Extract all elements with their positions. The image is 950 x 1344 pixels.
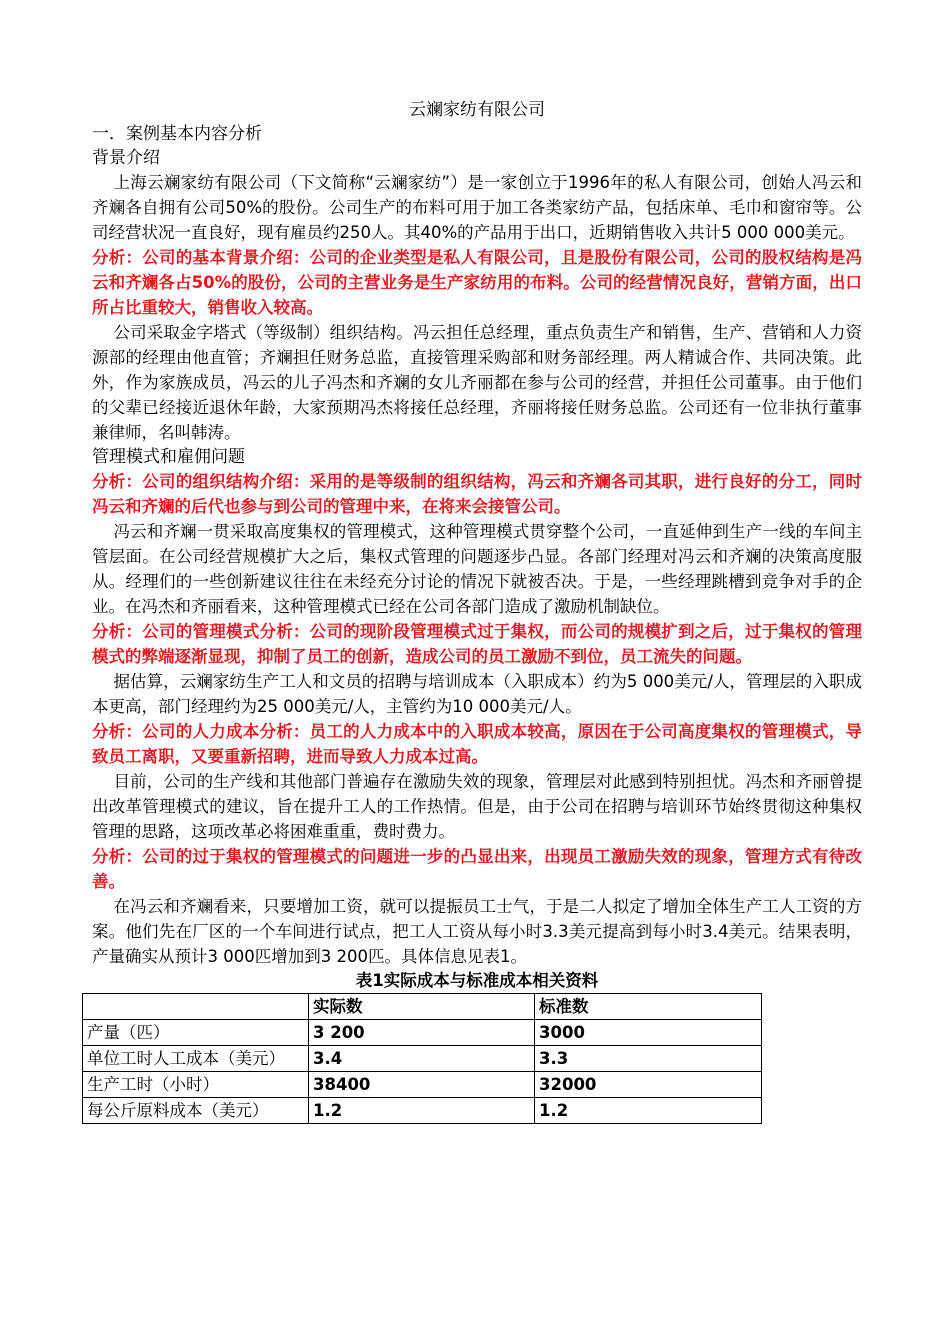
table-row [83,1072,762,1098]
table-cell: 产量（匹） [83,1020,309,1046]
table-cell: 1.2 [535,1098,762,1124]
table-cell: 32000 [535,1072,762,1098]
table-header-cell: 标准数 [535,994,762,1020]
table-caption: 表1实际成本与标准成本相关资料 [355,971,599,990]
table-cell: 3000 [535,1020,762,1046]
paragraph-5: 目前，公司的生产线和其他部门普遍存在激励失效的现象，管理层对此感到特别担忧。冯杰和齐丽曾提出改革管理模式的建议，旨在提升工人的工作热情。但是，由于公司在招聘与培训环节始终贯彻这种集权管理的思路，这项改革必将困难重重，费时费力。 [92,772,862,841]
subsection-heading-background: 背景介绍 [92,148,160,168]
table-cell: 1.2 [309,1098,535,1124]
paragraph-6: 在冯云和齐斓看来，只要增加工资，就可以提振员工士气，于是二人拟定了增加全体生产工人工资的方案。他们先在厂区的一个车间进行试点，把工人工资从每小时3.3美元提高到每小时3.4美元。结果表明，产量确实从预计3 000匹增加到3 200匹。具体信息见表1。 [92,897,862,966]
table-header-cell [83,994,309,1020]
cost-table [82,993,762,1124]
section-heading: 一．案例基本内容分析 [92,124,262,144]
document-title: 云斓家纺有限公司 [409,100,545,120]
table-row [83,1020,762,1046]
table-header-cell: 实际数 [309,994,535,1020]
table-row [83,1046,762,1072]
paragraph-2: 公司采取金字塔式（等级制）组织结构。冯云担任总经理，重点负责生产和销售，生产、营销和人力资源部的经理由他直管；齐斓担任财务总监，直接管理采购部和财务部经理。两人精诚合作、共同决策。此外，作为家族成员，冯云的儿子冯杰和齐斓的女儿齐丽都在参与公司的经营，并担任公司董事。由于他们的父辈已经接近退休年龄，大家预期冯杰将接任总经理，齐丽将接任财务总监。公司还有一位非执行董事兼律师，名叫韩涛。 [92,323,862,442]
analysis-1: 分析：公司的基本背景介绍：公司的企业类型是私人有限公司，且是股份有限公司，公司的股权结构是冯云和齐斓各占50%的股份，公司的主营业务是生产家纺用的布料。公司的经营情况良好，营销方面，出口所占比重较大，销售收入较高。 [92,248,862,317]
table-cell: 单位工时人工成本（美元） [83,1046,309,1072]
paragraph-3: 冯云和齐斓一贯采取高度集权的管理模式，这种管理模式贯穿整个公司，一直延伸到生产一线的车间主管层面。在公司经营规模扩大之后，集权式管理的问题逐步凸显。各部门经理对冯云和齐斓的决策高度服从。经理们的一些创新建议往往在未经充分讨论的情况下就被否决。于是，一些经理跳槽到竞争对手的企业。在冯杰和齐丽看来，这种管理模式已经在公司各部门造成了激励机制缺位。 [92,522,862,616]
table-row [83,1098,762,1124]
table-header-row [83,994,762,1020]
table-cell: 3 200 [309,1020,535,1046]
document-page [87,98,862,1124]
table-cell: 38400 [309,1072,535,1098]
table-cell: 3.4 [309,1046,535,1072]
analysis-5: 分析：公司的过于集权的管理模式的问题进一步的凸显出来，出现员工激励失效的现象，管理方式有待改善。 [92,847,862,891]
subsection-heading-management: 管理模式和雇佣问题 [92,447,245,467]
paragraph-1: 上海云斓家纺有限公司（下文简称“云斓家纺”）是一家创立于1996年的私人有限公司，创始人冯云和齐斓各自拥有公司50%的股份。公司生产的布料可用于加工各类家纺产品，包括床单、毛巾和窗帘等。公司经营状况一直良好，现有雇员约250人。其40%的产品用于出口，近期销售收入共计5 000 000美元。 [92,173,862,242]
analysis-2: 分析：公司的组织结构介绍：采用的是等级制的组织结构，冯云和齐斓各司其职，进行良好的分工，同时冯云和齐斓的后代也参与到公司的管理中来，在将来会接管公司。 [92,472,862,516]
paragraph-4: 据估算，云斓家纺生产工人和文员的招聘与培训成本（入职成本）约为5 000美元/人，管理层的入职成本更高，部门经理约为25 000美元/人，主管约为10 000美元/人。 [92,672,862,716]
analysis-4: 分析：公司的人力成本分析：员工的人力成本中的入职成本较高，原因在于公司高度集权的管理模式，导致员工离职，又要重新招聘，进而导致人力成本过高。 [92,722,862,766]
table-cell: 每公斤原料成本（美元） [83,1098,309,1124]
table-cell: 生产工时（小时） [83,1072,309,1098]
analysis-3: 分析：公司的管理模式分析：公司的现阶段管理模式过于集权，而公司的规模扩到之后，过于集权的管理模式的弊端逐渐显现，抑制了员工的创新，造成公司的员工激励不到位，员工流失的问题。 [92,622,862,666]
table-cell: 3.3 [535,1046,762,1072]
